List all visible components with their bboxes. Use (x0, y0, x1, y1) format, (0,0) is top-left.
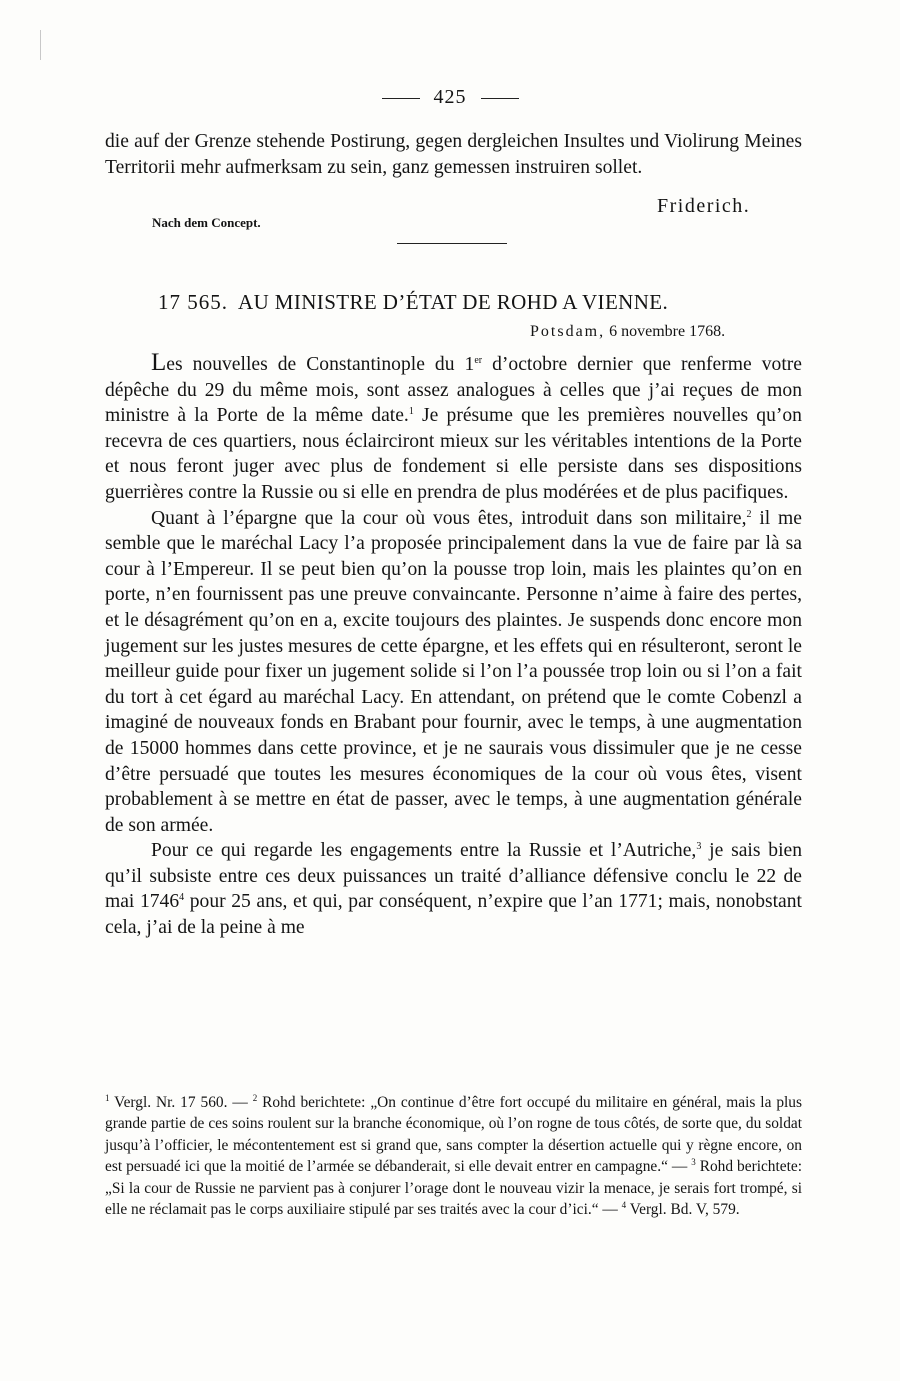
initial-letter: L (151, 349, 167, 376)
footnote-ref-4: 4 (179, 892, 185, 904)
paragraph-1-text-b: d’octobre dernier que renferme votre dépêche du 29 du même mois, sont assez analogues à celles que j’ai reçues de mon ministre à la Porte de la même date. (105, 354, 802, 427)
section-divider (397, 243, 507, 244)
footnote-ref-3: 3 (696, 841, 702, 853)
paragraph-2-text-a: Quant à l’épargne que la cour où vous êtes, introduit dans son militaire, (151, 507, 747, 529)
footnote-mark-1: 1 (105, 1093, 110, 1103)
paragraph-3-text-a: Pour ce qui regarde les engagements entre la Russie et l’Autriche, (151, 840, 697, 862)
paragraph-1-text-c: Je présume que les premières nouvelles qu’on recevra de ces quartiers, nous éclairciront mieux sur les véritables intentions de la Porte et nous feront juger avec plus de fondement si elle persiste dans ses dispositions guerrières contre la Russie ou si elle en prendra de plus modérées et de plus pacifiques. (105, 405, 802, 503)
footnotes-text (105, 1092, 802, 1220)
footnote-mark-2: 2 (252, 1093, 258, 1103)
paragraph-1 (105, 350, 802, 506)
ordinal-suffix: er (474, 355, 483, 366)
footnote-mark-4: 4 (621, 1200, 627, 1211)
letter-place: Potsdam, (530, 323, 606, 340)
footnote-2: Rohd berichtete: „On continue d’être fort occupé du militaire en général, mais la plus grande partie de ces soins roulent sur la branche économique, où l’on rogne de tous côtés, de sorte que, du soldat jusqu’à l’officier, le mécontentement est si grand que, sans compter la désertion actuelle qui y règne encore, on est persuadé ici que la moitié de l’armée se débanderait, si elle devait entrer en campagne.“ — (105, 1094, 802, 1176)
signature: Friderich. (657, 195, 751, 217)
paragraph-3-text-c: pour 25 ans, et qui, par conséquent, n’expire que l’an 1771; mais, nonobstant cela, j’ai de la peine à me (105, 891, 802, 939)
letter-heading (158, 290, 668, 315)
footnote-3: Rohd berichtete: „Si la cour de Russie ne parvient pas à conjurer l’orage dont le nouveau vizir la menace, je serais fort trompé, si elle ne réclamait pas le corps auxiliaire stipulé par ses traités avec la cour d’ici.“ — (105, 1158, 802, 1219)
letter-date: 6 novembre 1768. (609, 323, 726, 340)
scan-margin-mark (40, 30, 41, 60)
footnote-1: Vergl. Nr. 17 560. — (109, 1094, 253, 1111)
paragraph-3 (105, 838, 802, 940)
page-number: 425 (433, 86, 467, 108)
footnote-ref-2: 2 (746, 508, 752, 520)
ordinal-1er: 1er (464, 354, 483, 375)
paragraph-1-text-a: es nouvelles de Constantinople du (166, 354, 465, 375)
paragraph-2 (105, 506, 802, 839)
letter-dateline (530, 323, 725, 341)
paragraph-2-text-b: il me semble que le maréchal Lacy l’a proposée principalement dans la vue de faire par là sa cour à l’Empereur. Il se peut bien qu’on la pousse trop loin, mais les plaintes qu’on en porte, n’en fournissent pas une preuve convaincante. Personne n’aime à faire des pertes, et le désagrément qu’on en a, excite toujours des plaintes. Je suspends donc encore mon jugement sur les justes mesures de cette épargne, et les effets qui en résulteront, seront le meilleur guide pour fixer un jugement solide si l’on l’a poussée trop loin ou si l’on a fait du tort à cet égard au maréchal Lacy. En attendant, on prétend que le comte Cobenzl a imaginé de nouveaux fonds en Brabant pour fournir, avec le temps, à une augmentation de 15000 hommes dans cette province, et je ne saurais vous dissimuler que je ne cesse d’être persuadé que toutes les mesures économiques de la cour où vous êtes, visent probablement à se mettre en état de passer, avec le temps, à une augmentation générale de son armée. (105, 507, 802, 836)
footnotes (105, 1092, 802, 1220)
letter-body (105, 350, 802, 941)
header-dash-left (382, 98, 420, 99)
letter-title: AU MINISTRE D’ÉTAT DE ROHD A VIENNE. (238, 290, 669, 314)
paragraph-3-text-b: je sais bien qu’il subsiste entre ces deux puissances un traité d’alliance défensive conclu le 22 de mai 1746 (105, 840, 803, 913)
previous-letter-text: die auf der Grenze stehende Postirung, gegen dergleichen Insultes und Violirung Meines Territorii mehr aufmerksam zu sein, ganz gemessen instruiren sollet. (105, 131, 802, 178)
page-header (0, 86, 900, 109)
previous-letter-ending (105, 129, 802, 180)
footnote-mark-3: 3 (691, 1157, 696, 1168)
footnote-4: Vergl. Bd. V, 579. (626, 1201, 740, 1219)
source-note: Nach dem Concept. (152, 215, 261, 230)
footnote-ref-1: 1 (408, 406, 414, 418)
header-dash-right (481, 98, 519, 99)
letter-number: 17 565. (158, 290, 228, 314)
